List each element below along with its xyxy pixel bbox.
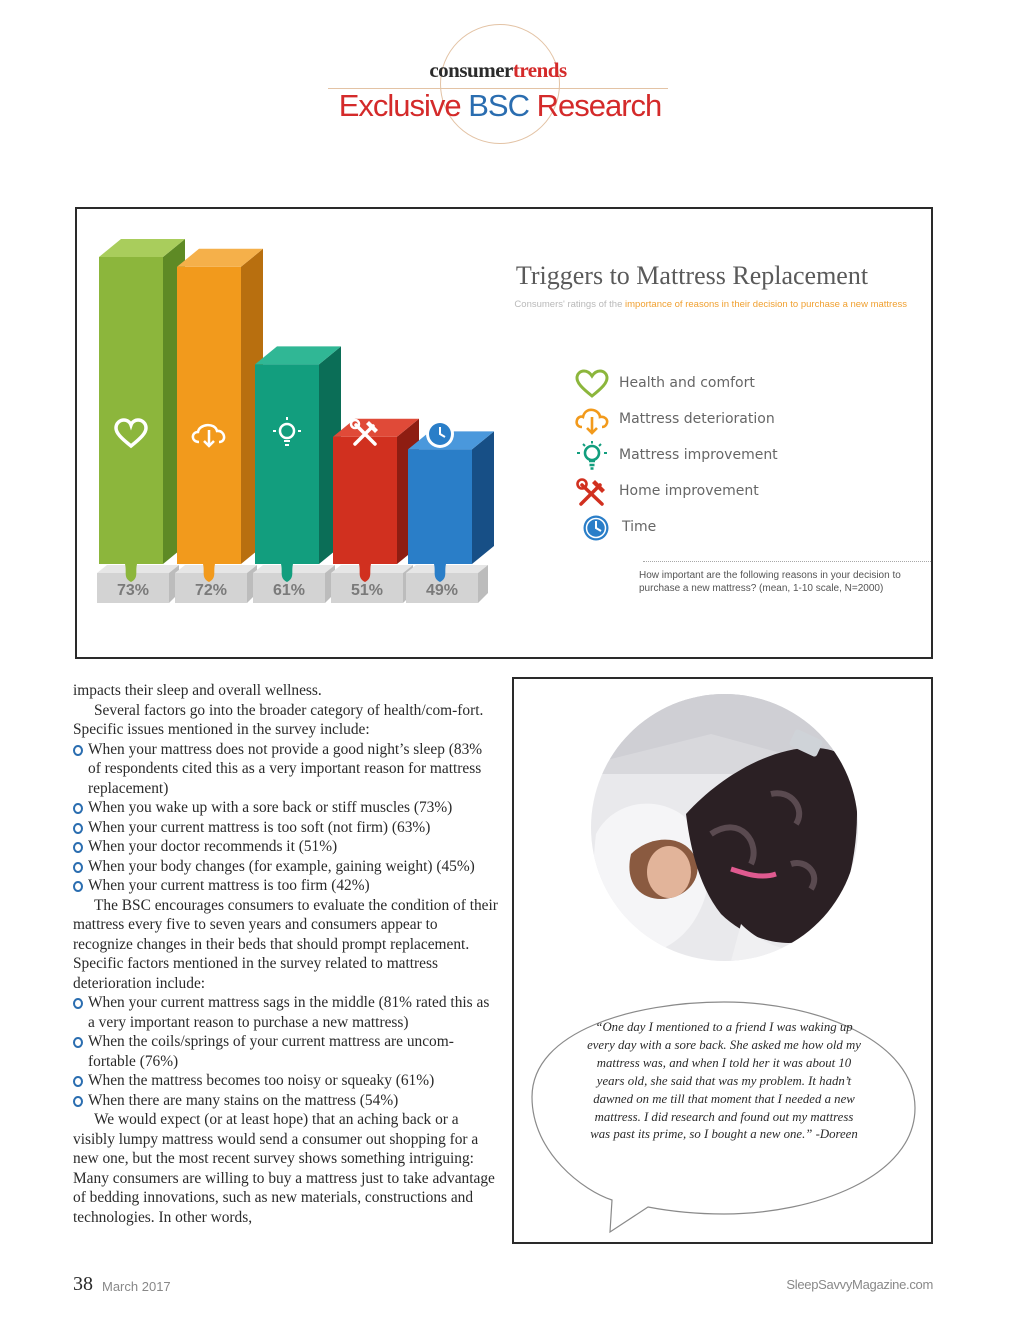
issue-date: March 2017 [102,1279,171,1294]
paragraph: impacts their sleep and overall wellness. [73,682,322,699]
paragraph: Several factors go into the broader category of health/com-fort. Specific issues mentioned in the survey include: [73,701,484,738]
bar-base-top [175,565,257,573]
bar-base-top [253,565,335,573]
section-kicker: consumertrends [429,58,567,82]
list-item: When there are many stains on the mattress (54%) [73,1091,498,1111]
page-number: 38 [73,1273,93,1295]
list-item: When your current mattress is too firm (42%) [73,876,498,896]
survey-question: How important are the following reasons in your decision to purchase a new mattress? (mean, 1-10 scale, N=2000) [639,570,901,594]
infographic-chart [75,207,933,659]
list-item: When your mattress does not provide a good night’s sleep (83% of respondents cited this as a very important reason for mattress replacement) [73,740,498,799]
clock-icon [574,513,610,543]
list-item: When the mattress becomes too noisy or squeaky (61%) [73,1071,498,1091]
bar-base-top [406,565,488,573]
bar [408,449,472,564]
bar-side [472,431,494,564]
list-item: When the coils/springs of your current mattress are uncom-fortable (76%) [73,1032,498,1071]
bar-base-top [97,565,179,573]
page-header [0,0,1024,160]
list-item: When you wake up with a sore back or stiff muscles (73%) [73,798,498,818]
list-item: When your current mattress sags in the middle (81% rated this as a very important reason to purchase a new mattress) [73,993,498,1032]
list-item: When your current mattress is too soft (not firm) (63%) [73,818,498,838]
legend-item [574,475,894,511]
chart-subtitle: Consumers' ratings of the importance of reasons in their decision to purchase a new mattress [514,299,907,310]
testimonial-box [512,677,933,1244]
bar [177,267,241,564]
bar-value-label: 51% [350,582,384,599]
heart-icon [574,369,610,399]
legend-item [574,367,894,403]
hammer-wrench-icon [574,477,610,507]
bar-value-label: 61% [272,582,306,599]
divider [643,561,931,562]
legend-item [574,439,894,475]
cloud-download-icon [574,405,610,435]
list-item: When your doctor recommends it (51%) [73,837,498,857]
bar-value-label: 72% [194,582,228,599]
clock-icon [426,420,454,448]
chart-legend [574,367,894,547]
legend-label: Time [622,519,657,535]
bar [255,364,319,564]
paragraph: The BSC encourages consumers to evaluate the condition of their mattress every five to seven years and consumers appear to recognize changes in their beds that should prompt replacement. Specific factors mentioned in the survey related to mattress deterioration include: [73,896,498,992]
legend-label: Health and comfort [619,375,755,391]
section-title: Exclusive BSC Research [338,88,662,123]
paragraph: We would expect (or at least hope) that an aching back or a visibly lumpy mattress would send a consumer out shopping for a new one, but the most recent survey shows something intriguing: Many consumers are willing to buy a mattress just to take advantage of bedding innovations, such as new materials, constructions and technologies. In other words, [73,1111,495,1226]
bar-value-label: 73% [116,582,150,599]
speech-bubble [514,679,935,1246]
header-circle-ornament [440,24,560,144]
lightbulb-icon [574,441,610,471]
legend-item [574,511,894,547]
legend-item [574,403,894,439]
site-url: SleepSavvyMagazine.com [786,1277,933,1292]
bar [333,437,397,564]
list-item: When your body changes (for example, gaining weight) (45%) [73,857,498,877]
bar-base-top [331,565,413,573]
article-body [73,681,498,1227]
legend-label: Mattress deterioration [619,411,775,427]
chart-title: Triggers to Mattress Replacement [515,261,869,290]
testimonial-quote: “One day I mentioned to a friend I was waking up every day with a sore back. She asked me how old my mattress was, and when I told her it was about 10 years old, she said that was my problem. It hadn’t dawned on me till that moment that I needed a new mattress. I did research and found out my mattress was past its prime, so I bought a new one.” -Doreen [587,1020,861,1142]
legend-label: Home improvement [619,483,759,499]
legend-label: Mattress improvement [619,447,778,463]
bar [99,257,163,564]
bar-value-label: 49% [425,582,459,599]
